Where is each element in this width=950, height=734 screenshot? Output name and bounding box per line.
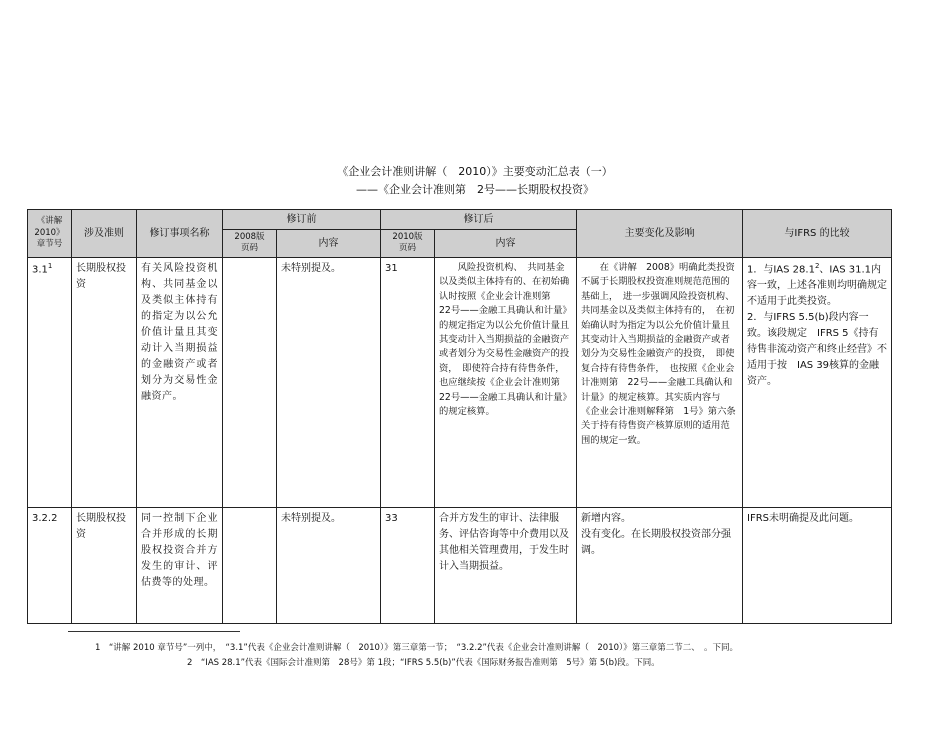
cell-ifrs: 1．与IAS 28.1$^2$、IAS 31.1内容一致，上述各准则均明确规定不适用于此类投资。 2．与IFRS 5.5(b)段内容一致。该段规定 IFRS 5《持有待售非流动资产和终止经营》不适用于按 IAS 39核算的金融资产。 bbox=[743, 257, 892, 507]
header-standard: 涉及准则 bbox=[72, 210, 137, 258]
header-before: 修订前 bbox=[223, 210, 381, 230]
header-after-content: 内容 bbox=[435, 230, 577, 258]
header-chapter: 《讲解 2010》 章节号 bbox=[28, 210, 72, 258]
cell-standard: 长期股权投资 bbox=[72, 257, 137, 507]
header-before-page: 2008版 页码 bbox=[223, 230, 277, 258]
cell-chapter: 3.2.2 bbox=[28, 507, 72, 623]
header-item: 修订事项名称 bbox=[137, 210, 223, 258]
cell-standard: 长期股权投资 bbox=[72, 507, 137, 623]
header-ifrs: 与IFRS 的比较 bbox=[743, 210, 892, 258]
cell-item: 同一控制下企业合并形成的长期股权投资合并方发生的审计、评估费等的处理。 bbox=[137, 507, 223, 623]
header-before-content: 内容 bbox=[277, 230, 381, 258]
header-after: 修订后 bbox=[381, 210, 577, 230]
cell-before-page bbox=[223, 507, 277, 623]
document-subtitle: ——《企业会计准则第 2号——长期股权投资》 bbox=[356, 183, 594, 196]
cell-item: 有关风险投资机构、共同基金以及类似主体持有的指定为以公允价值计量且其变动计入当期损益的金融资产或者划分为交易性金融资产。 bbox=[137, 257, 223, 507]
cell-after-content: 合并方发生的审计、法律服务、评估咨询等中介费用以及其他相关管理费用，于发生时计入当期损益。 bbox=[435, 507, 577, 623]
cell-after-page: 31 bbox=[381, 257, 435, 507]
cell-after-page: 33 bbox=[381, 507, 435, 623]
changes-table bbox=[27, 209, 892, 624]
footnote-divider bbox=[68, 631, 240, 632]
table-row bbox=[28, 507, 892, 623]
footnote-2: 2 “IAS 28.1”代表《国际会计准则第 28号》第 1段；“IFRS 5.5(b)”代表《国际财务报告准则第 5号》第 5(b)段。下同。 bbox=[187, 658, 660, 668]
document-title: 《企业会计准则讲解（ 2010）》主要变动汇总表（一） bbox=[337, 165, 613, 178]
footnote-1: 1 “讲解 2010 章节号”一列中， “3.1”代表《企业会计准则讲解（ 2010）》第三章第一节； “3.2.2”代表《企业会计准则讲解（ 2010）》第三章第二节二、 。下同。 bbox=[95, 643, 739, 653]
cell-before-content: 未特别提及。 bbox=[277, 257, 381, 507]
cell-change: 在《讲解 2008》明确此类投资不属于长期股权投资准则规范范围的基础上， 进一步强调风险投资机构、 共同基金以及类似主体持有的， 在初始确认时为指定为以公允价值计量且其变动计入当期损益的金融资产或者划分为交易性金融资产的投资， 即使复合持有待售条件， 也按照《企业会计准则第 22号——金融工具确认和计量》的规定核算。其实质内容与《企业会计准则解释第 1号》第六条关于持有待售资产核算原则的适用范围的规定一致。 bbox=[577, 257, 743, 507]
cell-after-content: 风险投资机构、 共同基金以及类似主体持有的、在初始确认时按照《企业会计准则第 22号——金融工具确认和计量》的规定指定为以公允价值计量且其变动计入当期损益的金融资产或者划分为交易性金融资产的投资， 即使符合持有待售条件，也应继续按《企业会计准则第 22号——金融工具确认和计量》的规定核算。 bbox=[435, 257, 577, 507]
cell-chapter: $3.1^1$ bbox=[28, 257, 72, 507]
table-row bbox=[28, 257, 892, 507]
header-after-page: 2010版 页码 bbox=[381, 230, 435, 258]
cell-ifrs: IFRS未明确提及此问题。 bbox=[743, 507, 892, 623]
cell-before-content: 未特别提及。 bbox=[277, 507, 381, 623]
cell-before-page bbox=[223, 257, 277, 507]
header-change: 主要变化及影响 bbox=[577, 210, 743, 258]
cell-change: 新增内容。 没有变化。在长期股权投资部分强调。 bbox=[577, 507, 743, 623]
